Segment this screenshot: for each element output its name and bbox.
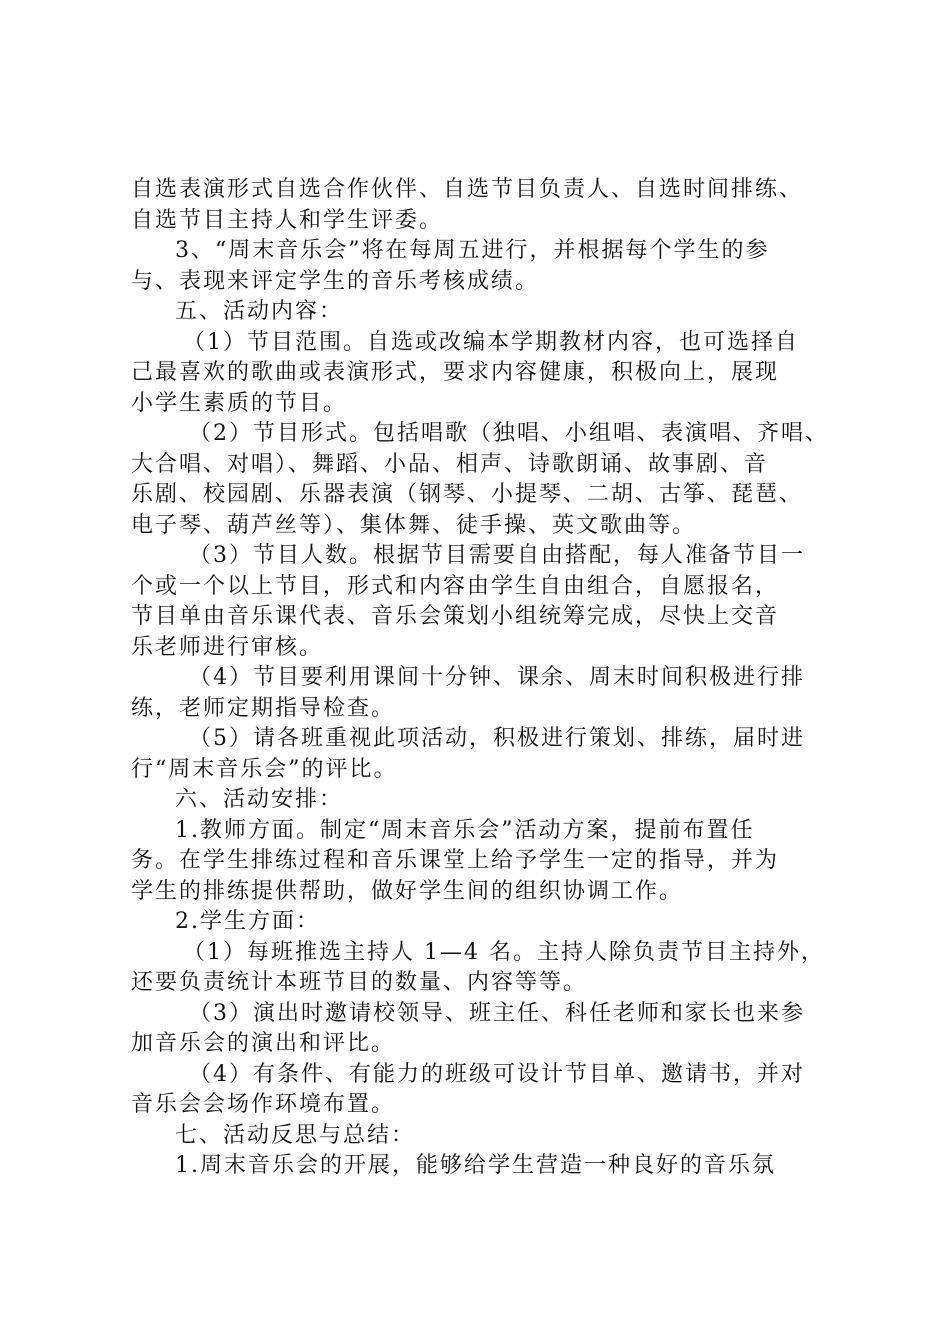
body-line: 务。在学生排练过程和音乐课堂上给予学生一定的指导，并为: [131, 848, 780, 873]
body-line: 己最喜欢的歌曲或表演形式，要求内容健康，积极向上，展现: [131, 360, 780, 385]
body-line: 个或一个以上节目，形式和内容由学生自由组合，自愿报名，: [131, 573, 780, 599]
list-item-3: （3）节目人数。根据节目需要自由搭配，每人准备节目一: [189, 543, 805, 568]
list-item-5: （5）请各班重视此项活动，积极进行策划、排练，届时进: [189, 726, 805, 751]
list-item-1: （1）节目范围。自选或改编本学期教材内容，也可选择自: [183, 329, 799, 355]
list-item-student-4: （4）有条件、有能力的班级可设计节目单、邀请书，并对: [189, 1061, 805, 1087]
section-heading-5: 五、活动内容：: [175, 299, 344, 324]
body-line: 节目单由音乐课代表、音乐会策划小组统筹完成，尽快上交音: [131, 604, 780, 629]
body-line: 行“周末音乐会”的评比。: [131, 756, 398, 782]
list-item-student-3: （3）演出时邀请校领导、班主任、科任老师和家长也来参: [189, 1000, 805, 1026]
body-line: 乐老师进行审核。: [131, 634, 324, 660]
body-line: 音乐会会场作环境布置。: [131, 1092, 396, 1117]
paragraph-item-3: 3、“周末音乐会”将在每周五进行，并根据每个学生的参: [175, 238, 770, 263]
section-heading-7: 七、活动反思与总结：: [175, 1122, 416, 1148]
body-line: 加音乐会的演出和评比。: [131, 1031, 396, 1056]
body-line: 小学生素质的节目。: [131, 390, 348, 416]
subsection-student: 2.学生方面：: [175, 909, 320, 934]
body-line: 学生的排练提供帮助，做好学生间的组织协调工作。: [131, 878, 684, 904]
document-body: [131, 175, 851, 1182]
list-item-2: （2）节目形式。包括唱歌（独唱、小组唱、表演唱、齐唱、: [189, 421, 829, 446]
body-line: 练，老师定期指导检查。: [131, 695, 396, 721]
body-line: 乐剧、校园剧、乐器表演（钢琴、小提琴、二胡、古筝、琵琶、: [131, 482, 804, 507]
body-line: 自选节目主持人和学生评委。: [131, 207, 444, 233]
section-heading-6: 六、活动安排：: [175, 787, 344, 812]
body-line: 与、表现来评定学生的音乐考核成绩。: [131, 268, 540, 294]
body-line: 还要负责统计本班节目的数量、内容等等。: [131, 970, 588, 995]
subsection-teacher: 1.教师方面。制定“周末音乐会”活动方案，提前布置任: [175, 817, 755, 843]
summary-item-1: 1.周末音乐会的开展，能够给学生营造一种良好的音乐氛: [175, 1153, 776, 1178]
list-item-4: （4）节目要利用课间十分钟、课余、周末时间积极进行排: [189, 665, 805, 690]
body-line: 电子琴、葫芦丝等）、集体舞、徒手操、英文歌曲等。: [131, 512, 697, 538]
body-line: 大合唱、对唱）、舞蹈、小品、相声、诗歌朗诵、故事剧、音: [131, 451, 769, 477]
body-line: 自选表演形式自选合作伙伴、自选节目负责人、自选时间排练、: [131, 177, 804, 202]
list-item-student-1: （1）每班推选主持人 1—4 名。主持人除负责节目主持外，: [183, 939, 825, 965]
